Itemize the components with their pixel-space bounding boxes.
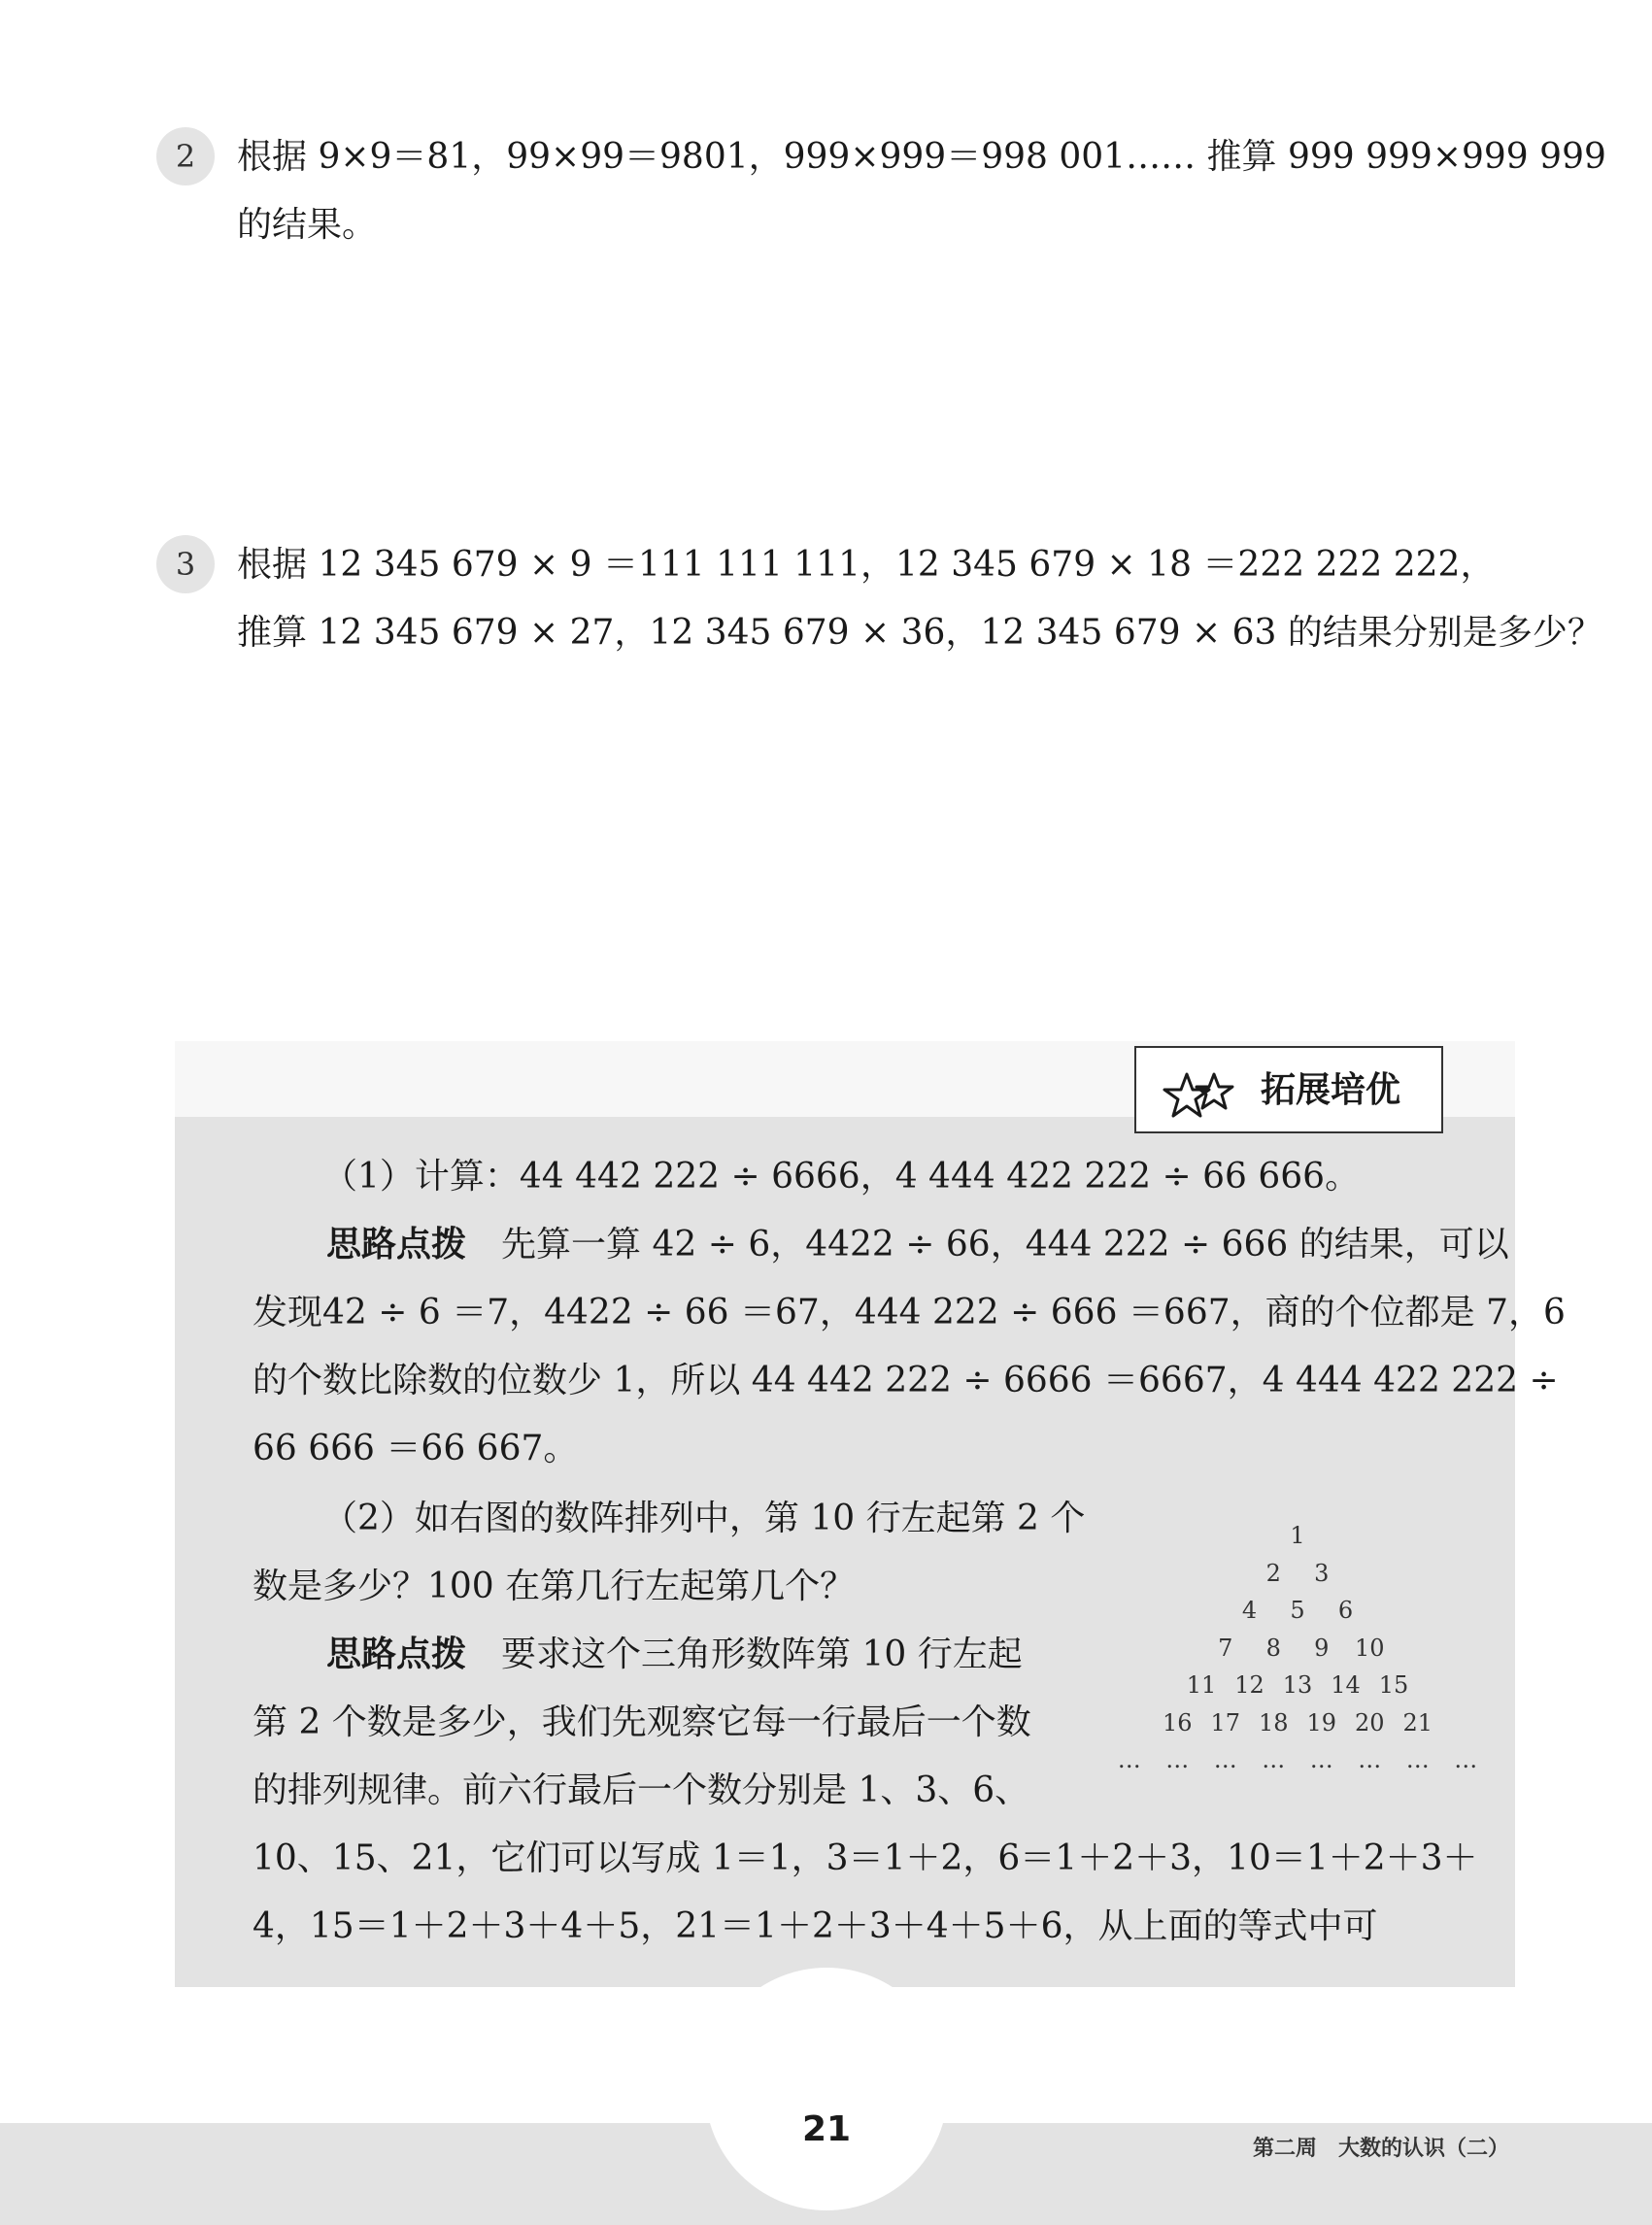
triangle-cell: 19 — [1306, 1708, 1337, 1736]
problem-2-hint-line-3: 的排列规律。前六行最后一个数分别是 1、3、6、 — [253, 1770, 1030, 1810]
question-2-line-2: 的结果。 — [237, 205, 378, 245]
problem-2-hint-line-2: 第 2 个数是多少，我们先观察它每一行最后一个数 — [253, 1702, 1031, 1742]
triangle-cell: 3 — [1314, 1559, 1330, 1587]
triangle-cell: 9 — [1314, 1634, 1330, 1662]
triangle-cell: 7 — [1218, 1634, 1233, 1662]
problem-1-hint-line-2: 发现42 ÷ 6 ＝7，4422 ÷ 66 ＝67，444 222 ÷ 666 ＝667，商的个位都是 7，6 — [253, 1293, 1566, 1332]
hint-label: 思路点拨 — [326, 1225, 467, 1264]
problem-2-statement-line-1: （2）如右图的数阵排列中，第 10 行左起第 2 个 — [322, 1499, 1086, 1538]
triangle-cell: … — [1165, 1746, 1190, 1773]
double-star-icon — [1162, 1071, 1239, 1122]
triangle-cell: 4 — [1241, 1597, 1258, 1624]
triangle-cell: … — [1309, 1746, 1333, 1773]
triangle-cell: 16 — [1162, 1708, 1193, 1736]
problem-1-hint-line-3: 的个数比除数的位数少 1，所以 44 442 222 ÷ 6666 ＝6667，4 444 422 222 ÷ — [253, 1361, 1559, 1400]
problem-2-hint-line-1 — [326, 1632, 1023, 1678]
extension-tag — [1134, 1046, 1443, 1133]
triangle-cell: 14 — [1331, 1671, 1361, 1699]
triangle-cell: 13 — [1282, 1671, 1313, 1699]
hint-label: 思路点拨 — [326, 1635, 467, 1674]
triangle-cell: … — [1213, 1746, 1237, 1773]
question-number-2: 2 — [156, 127, 215, 185]
triangle-cell: 8 — [1265, 1634, 1281, 1662]
triangle-cell: 21 — [1402, 1708, 1433, 1736]
triangle-cell: 18 — [1258, 1708, 1289, 1736]
chapter-title: 第二周 大数的认识（二） — [1253, 2137, 1510, 2161]
triangle-cell: 6 — [1337, 1597, 1354, 1624]
triangle-cell: 5 — [1290, 1597, 1305, 1624]
hint-text: 先算一算 42 ÷ 6，4422 ÷ 66，444 222 ÷ 666 的结果，可以 — [501, 1225, 1509, 1264]
problem-2-hint-line-4: 10、15、21，它们可以写成 1＝1，3＝1＋2，6＝1＋2＋3，10＝1＋2＋3＋ — [253, 1838, 1478, 1878]
triangle-cell: 15 — [1378, 1671, 1409, 1699]
triangle-cell: 17 — [1210, 1708, 1241, 1736]
triangle-cell: 20 — [1354, 1708, 1385, 1736]
triangle-cell: 11 — [1186, 1671, 1217, 1699]
triangle-cell: … — [1117, 1746, 1141, 1773]
page-number: 21 — [801, 2109, 852, 2149]
triangle-cell: 1 — [1290, 1522, 1305, 1549]
problem-1-hint-line-1 — [326, 1222, 1509, 1268]
footer-page-circle — [705, 1968, 948, 2210]
triangle-cell: … — [1262, 1746, 1286, 1773]
question-3-line-2: 推算 12 345 679 × 27，12 345 679 × 36，12 345 679 × 63 的结果分别是多少？ — [237, 613, 1602, 653]
triangle-cell: … — [1358, 1746, 1382, 1773]
question-3-line-1: 根据 12 345 679 × 9 ＝111 111 111，12 345 679 × 18 ＝222 222 222， — [237, 545, 1496, 585]
triangle-cell: … — [1405, 1746, 1430, 1773]
problem-2-statement-line-2: 数是多少？100 在第几行左起第几个？ — [253, 1567, 856, 1606]
problem-2-hint-line-5: 4，15＝1＋2＋3＋4＋5，21＝1＋2＋3＋4＋5＋6，从上面的等式中可 — [253, 1906, 1378, 1946]
question-2-line-1: 根据 9×9＝81，99×99＝9801，999×999＝998 001…… 推算 999 999×999 999 — [237, 137, 1606, 177]
extension-tag-label: 拓展培优 — [1261, 1070, 1401, 1110]
triangle-cell: … — [1454, 1746, 1478, 1773]
triangle-cell: 2 — [1265, 1559, 1281, 1587]
triangle-cell: 10 — [1354, 1634, 1385, 1662]
problem-1-statement: （1）计算：44 442 222 ÷ 6666，4 444 422 222 ÷ 66 666。 — [322, 1157, 1361, 1197]
hint-text: 要求这个三角形数阵第 10 行左起 — [501, 1635, 1023, 1674]
question-number-3: 3 — [156, 535, 215, 593]
triangle-cell: 12 — [1234, 1671, 1264, 1699]
problem-1-hint-line-4: 66 666 ＝66 667。 — [253, 1429, 579, 1468]
